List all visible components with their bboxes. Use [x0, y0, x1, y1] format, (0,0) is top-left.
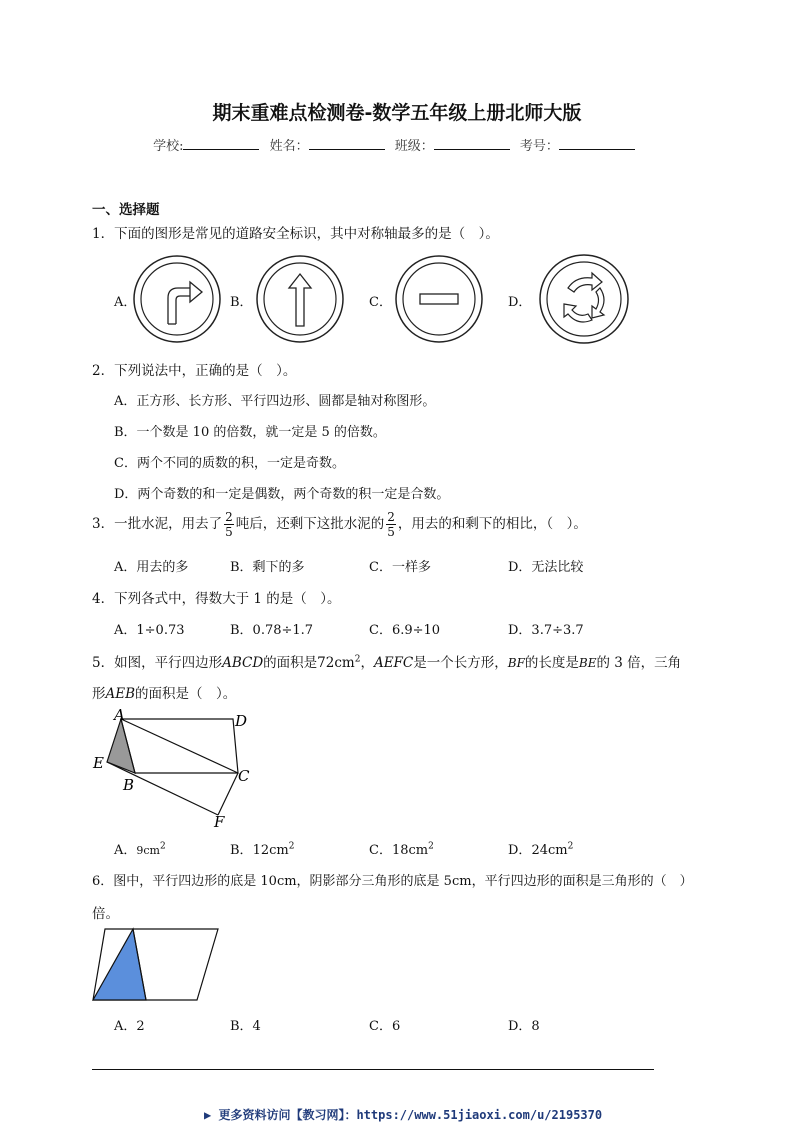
section-title: 一、选择题 [92, 202, 160, 218]
page-title: 期末重难点检测卷-数学五年级上册北师大版 [212, 102, 582, 124]
q5-option-b-sup: 2 [288, 841, 295, 852]
q4-stem: 4．下列各式中，得数大于 1 的是（ ）。 [92, 591, 341, 607]
footer-divider [92, 1069, 654, 1070]
q5-text-e: 的长度是 [524, 655, 579, 671]
student-info-line [0, 135, 794, 154]
q5-option-a-value: 9cm [136, 844, 160, 857]
q5-text-h: 的面积是（ ）。 [135, 686, 237, 702]
q3-fraction-1 [224, 510, 234, 539]
exam-no-blank [559, 137, 635, 150]
q2-option-a: A．正方形、长方形、平行四边形、圆都是轴对称图形。 [114, 394, 436, 409]
q5-option-a [114, 839, 166, 858]
q3-stem-part1: 3．一批水泥，用去了 [92, 516, 223, 532]
q5-text-b: 的面积是72cm [263, 655, 355, 671]
q6-shaded-triangle [93, 929, 146, 1000]
q5-option-a-letter: A． [114, 843, 137, 858]
q5-option-b [230, 839, 294, 858]
straight-ahead-sign-icon [255, 254, 345, 344]
q2-option-d: D．两个奇数的和一定是偶数，两个奇数的积一定是合数。 [114, 487, 450, 502]
q4-option-b: B．0.78÷1.7 [230, 623, 314, 638]
q5-option-c-value: 18cm [391, 843, 429, 858]
q5-aefc: AEFC [373, 655, 414, 671]
q1-option-c-label: C． [369, 295, 392, 310]
q3-frac1-denominator: 5 [225, 525, 233, 539]
q5-option-b-value: 12cm [252, 843, 289, 858]
q5-option-a-sup: 2 [159, 841, 166, 852]
q6-parallelogram-figure [88, 926, 223, 1004]
name-label: 姓名： [269, 139, 309, 154]
q2-option-b: B．一个数是 10 的倍数，就一定是 5 的倍数。 [114, 425, 386, 440]
q1-option-a-label: A． [114, 295, 137, 310]
q3-frac2-denominator: 5 [387, 525, 395, 539]
q3-fraction-2 [386, 510, 396, 539]
q6-option-d: D．8 [508, 1019, 540, 1034]
q4-option-a: A．1÷0.73 [114, 623, 185, 638]
q5-text-d: 是一个长方形， [413, 655, 508, 671]
q6-option-c: C．6 [369, 1019, 401, 1034]
q1-option-d-label: D． [508, 295, 532, 310]
q5-abcd: ABCD [222, 655, 264, 671]
q2-stem: 2．下列说法中，正确的是（ ）。 [92, 363, 297, 379]
q5-sup: 2 [354, 654, 361, 665]
q5-option-c-sup: 2 [428, 841, 434, 852]
q3-frac2-numerator: 2 [387, 510, 395, 524]
q5-option-d-sup: 2 [567, 841, 574, 852]
label-D: D [235, 712, 248, 730]
q5-bf: BF [507, 656, 525, 670]
q2-option-c: C．两个不同的质数的积，一定是奇数。 [114, 456, 345, 471]
q4-option-d: D．3.7÷3.7 [508, 623, 584, 638]
right-turn-sign-icon [132, 254, 222, 344]
q3-option-a: A．用去的多 [114, 560, 189, 575]
q5-aeb: AEB [105, 686, 136, 702]
label-C: C [238, 767, 250, 785]
name-blank [309, 137, 385, 150]
q3-option-d: D．无法比较 [508, 560, 584, 575]
school-label: 学校: [153, 139, 184, 154]
roundabout-sign-icon [534, 254, 634, 344]
q4-option-c: C．6.9÷10 [369, 623, 441, 638]
footer-link[interactable]: ▶ 更多资料访问【教习网】：https://www.51jiaoxi.com/u/2195370 [204, 1108, 603, 1122]
q3-option-c: C．一样多 [369, 560, 431, 575]
class-blank [434, 137, 510, 150]
exam-no-label: 考号： [519, 139, 559, 154]
q1-stem: 1．下面的图形是常见的道路安全标识，其中对称轴最多的是（ ）。 [92, 226, 499, 242]
q1-option-b-label: B． [230, 295, 253, 310]
q3-frac1-numerator: 2 [225, 510, 233, 524]
label-E: E [93, 754, 104, 772]
label-A: A [114, 706, 125, 724]
q5-text-c: ， [360, 655, 374, 671]
q5-text-g: 形 [92, 686, 106, 702]
q5-option-c [369, 839, 434, 858]
q3-option-b: B．剩下的多 [230, 560, 305, 575]
q5-option-d-letter: D． [508, 843, 532, 858]
class-label: 班级： [394, 139, 434, 154]
q3-stem-part2: 吨后，还剩下这批水泥的 [235, 516, 385, 532]
label-B: B [123, 776, 135, 794]
q6-option-a: A．2 [114, 1019, 145, 1034]
q5-be: BE [578, 656, 597, 670]
q5-stem-line1 [92, 651, 681, 671]
q5-option-b-letter: B． [230, 843, 253, 858]
q6-stem-line1: 6．图中，平行四边形的底是 10cm，阴影部分三角形的底是 5cm，平行四边形的面积是三角形的（ ） [92, 874, 693, 889]
q5-text-a: 5．如图，平行四边形 [92, 655, 223, 671]
q5-option-c-letter: C． [369, 843, 392, 858]
q5-option-d [508, 839, 573, 858]
q6-stem-line2: 倍。 [92, 906, 119, 922]
no-entry-sign-icon [394, 254, 484, 344]
q5-parallelogram-figure [88, 702, 268, 830]
q3-stem [92, 510, 587, 539]
label-F: F [214, 813, 225, 830]
q3-stem-part3: ，用去的和剩下的相比，（ ）。 [397, 516, 587, 532]
q5-stem-line2 [92, 682, 236, 702]
school-blank [183, 137, 259, 150]
q6-option-b: B．4 [230, 1019, 261, 1034]
q5-option-d-value: 24cm [531, 843, 568, 858]
q5-text-f: 的 3 倍，三角 [596, 655, 682, 671]
